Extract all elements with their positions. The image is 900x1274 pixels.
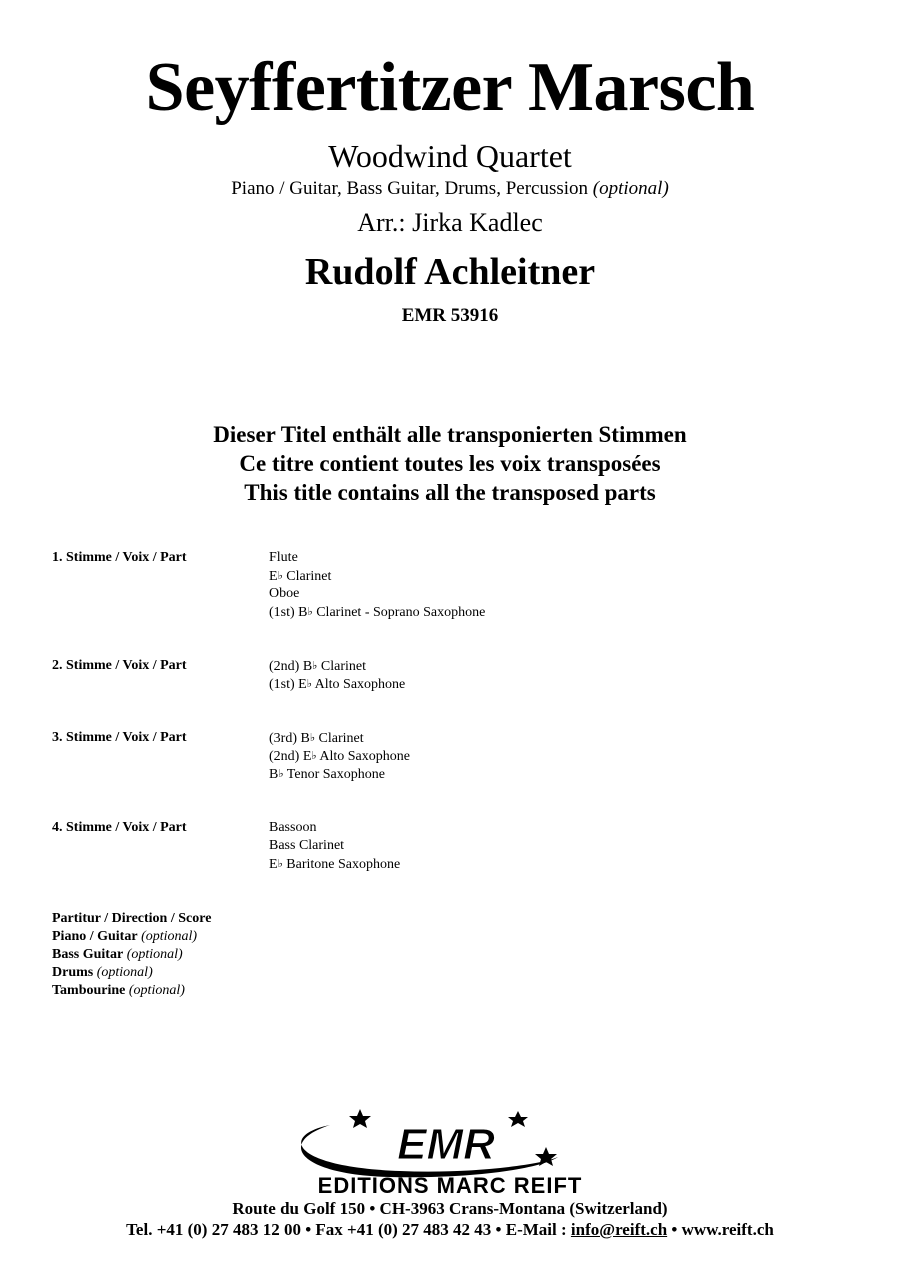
website-text: • www.reift.ch bbox=[671, 1220, 774, 1239]
extra-note: (optional) bbox=[141, 929, 198, 944]
instrument-item bbox=[269, 567, 485, 585]
part-instrument-list bbox=[269, 729, 410, 783]
flat-symbol: ♭ bbox=[277, 570, 283, 582]
extra-name: Bass Guitar bbox=[52, 947, 124, 962]
instrument-name: Clarinet - Soprano Saxophone bbox=[316, 605, 486, 620]
instrument-prefix: (2nd) bbox=[269, 749, 300, 764]
part-label: 4. Stimme / Voix / Part bbox=[52, 820, 187, 835]
notice-english: This title contains all the transposed parts bbox=[244, 480, 656, 505]
part-row bbox=[52, 549, 485, 621]
star-icon bbox=[349, 1109, 371, 1128]
emr-logo bbox=[240, 1105, 660, 1200]
instrument-item bbox=[269, 675, 405, 693]
instrument-name: Bassoon bbox=[269, 820, 317, 835]
instrument-prefix: (1st) bbox=[269, 677, 295, 692]
publisher-contact bbox=[0, 1220, 900, 1240]
notice-french: Ce titre contient toutes les voix transposées bbox=[239, 451, 661, 476]
extra-note: (optional) bbox=[126, 947, 183, 962]
email-link[interactable]: info@reift.ch bbox=[570, 1220, 668, 1239]
instrumentation-text: Piano / Guitar, Bass Guitar, Drums, Percussion bbox=[231, 178, 589, 199]
flat-symbol: ♭ bbox=[307, 606, 313, 618]
page-title: Seyffertitzer Marsch bbox=[145, 49, 755, 126]
instrument-key: B bbox=[300, 731, 310, 746]
notice-german: Dieser Titel enthält alle transponierten Stimmen bbox=[213, 422, 687, 447]
instrument-name: Baritone Saxophone bbox=[286, 857, 401, 872]
instrument-key: E bbox=[302, 749, 312, 764]
extra-item bbox=[52, 910, 211, 928]
catalog-number: EMR 53916 bbox=[401, 305, 499, 326]
instrument-name: Bass Clarinet bbox=[269, 838, 345, 853]
extras-list bbox=[52, 910, 211, 1000]
instrument-item bbox=[269, 549, 485, 567]
instrument-item bbox=[269, 747, 410, 765]
instrument-name: Flute bbox=[269, 550, 298, 565]
part-row bbox=[52, 657, 405, 693]
extra-name: Drums bbox=[52, 965, 94, 980]
part-row bbox=[52, 819, 400, 873]
instrument-name: Clarinet bbox=[286, 569, 332, 584]
flat-symbol: ♭ bbox=[306, 678, 312, 690]
composer: Rudolf Achleitner bbox=[304, 251, 596, 293]
flat-symbol: ♭ bbox=[309, 732, 316, 744]
instrument-name: Oboe bbox=[269, 586, 300, 601]
flat-symbol: ♭ bbox=[278, 768, 284, 780]
part-label: 2. Stimme / Voix / Part bbox=[52, 658, 187, 673]
instrument-item bbox=[269, 585, 485, 603]
instrument-item bbox=[269, 729, 410, 747]
instrument-item bbox=[269, 765, 410, 783]
extra-item bbox=[52, 964, 211, 982]
instrument-item bbox=[269, 603, 485, 621]
instrumentation-optional: (optional) bbox=[592, 178, 669, 199]
instrument-name: Clarinet bbox=[320, 659, 366, 674]
part-instrument-list bbox=[269, 549, 485, 621]
instrument-key: B bbox=[298, 605, 308, 620]
publisher-address: Route du Golf 150 • CH-3963 Crans-Montana (Switzerland) bbox=[232, 1199, 668, 1218]
extra-item bbox=[52, 982, 211, 1000]
instrument-key: E bbox=[269, 857, 278, 872]
instrument-name: Tenor Saxophone bbox=[286, 767, 385, 782]
part-label: 1. Stimme / Voix / Part bbox=[52, 550, 187, 565]
contact-phone-fax: Tel. +41 (0) 27 483 12 00 • Fax +41 (0) 27 483 42 43 • E-Mail : bbox=[126, 1220, 567, 1239]
instrument-prefix: (3rd) bbox=[269, 731, 297, 746]
extra-note: (optional) bbox=[128, 983, 185, 998]
instrument-item bbox=[269, 837, 400, 855]
extra-note: (optional) bbox=[96, 965, 153, 980]
instrument-key: E bbox=[269, 569, 278, 584]
instrument-name: Clarinet bbox=[318, 731, 364, 746]
extra-item bbox=[52, 946, 211, 964]
extra-item bbox=[52, 928, 211, 946]
instrument-prefix: (1st) bbox=[269, 605, 295, 620]
instrument-name: Alto Saxophone bbox=[314, 677, 406, 692]
star-icon bbox=[508, 1111, 528, 1127]
part-instrument-list bbox=[269, 819, 400, 873]
flat-symbol: ♭ bbox=[311, 750, 317, 762]
extra-name: Tambourine bbox=[52, 983, 126, 998]
flat-symbol: ♭ bbox=[312, 660, 318, 672]
arranger: Arr.: Jirka Kadlec bbox=[357, 208, 543, 237]
extra-name: Piano / Guitar bbox=[52, 929, 138, 944]
logo-emr-text: EMR bbox=[397, 1120, 495, 1169]
instrument-prefix: (2nd) bbox=[269, 659, 300, 674]
instrument-item bbox=[269, 819, 400, 837]
instrument-key: B bbox=[302, 659, 313, 674]
publisher-name: EDITIONS MARC REIFT bbox=[317, 1173, 583, 1198]
instrument-key: E bbox=[298, 677, 307, 692]
instrument-item bbox=[269, 855, 400, 873]
part-instrument-list bbox=[269, 657, 405, 693]
instrument-key: B bbox=[269, 767, 279, 782]
extra-name: Partitur / Direction / Score bbox=[52, 911, 212, 926]
instrumentation-line bbox=[0, 177, 900, 201]
part-label: 3. Stimme / Voix / Part bbox=[52, 730, 187, 745]
flat-symbol: ♭ bbox=[277, 858, 283, 870]
subtitle: Woodwind Quartet bbox=[328, 138, 572, 174]
instrument-name: Alto Saxophone bbox=[319, 749, 410, 764]
instrument-item bbox=[269, 657, 405, 675]
transposition-notice bbox=[0, 420, 900, 507]
part-row bbox=[52, 729, 410, 783]
